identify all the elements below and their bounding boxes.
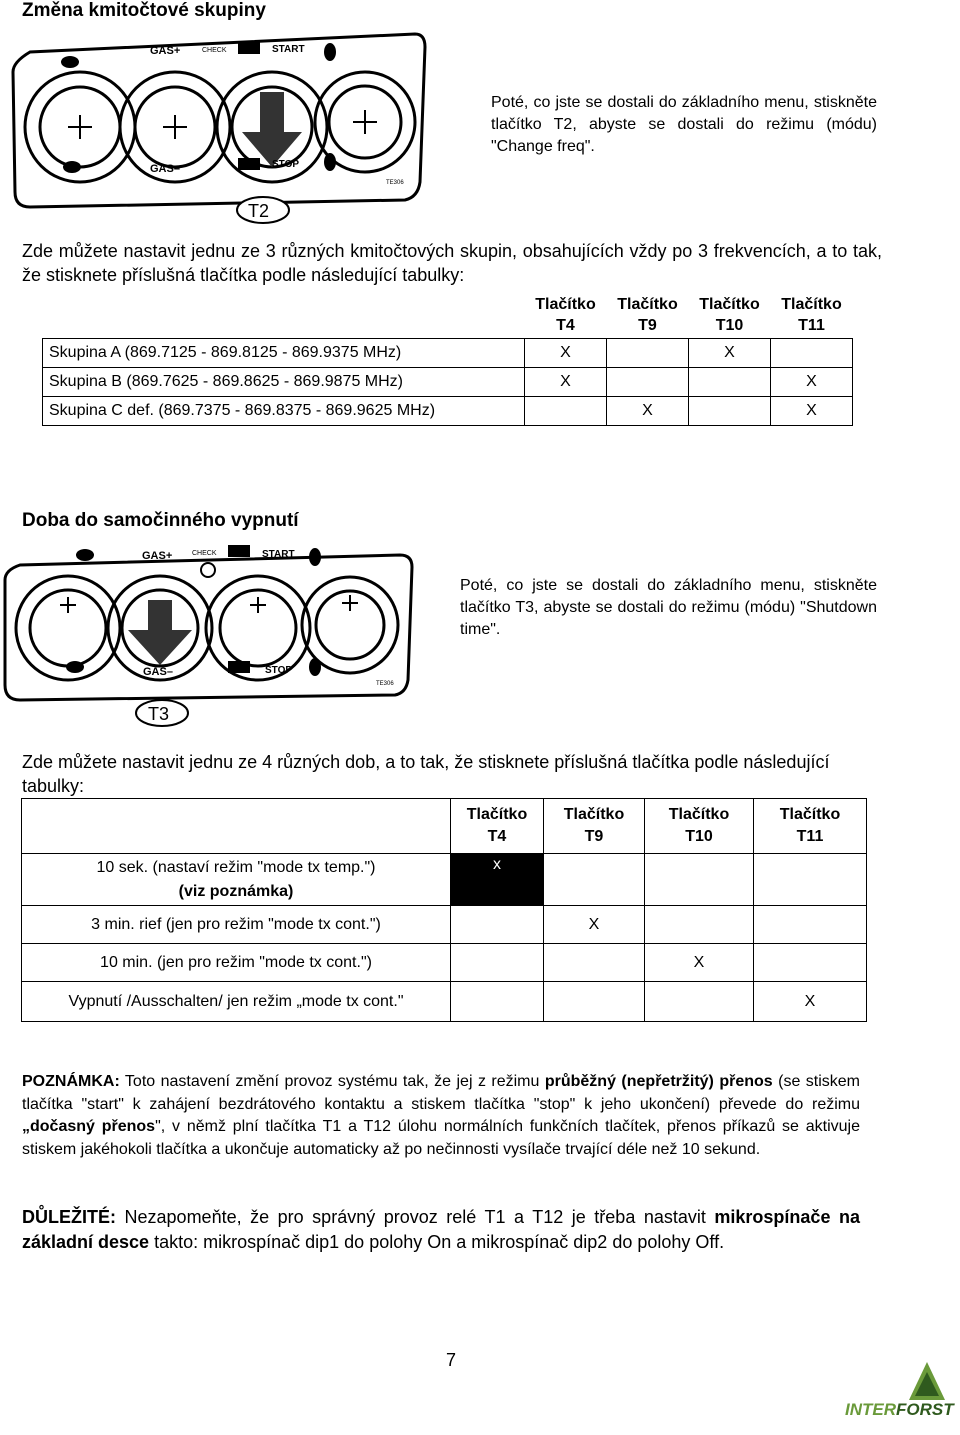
shutdown-table [21,798,867,1022]
header-t4: Tlačítko T4 [535,296,596,334]
note-text: ", v němž plní tlačítka T1 a T12 úlohu normálních funkčních tlačítek, přenos příkazů se aktivuje stiskem jakéhokoli tlačítka a ukončuje automaticky až po nečinnosti vysílače trvající déle než 10 sekund. [22,1118,861,1158]
mark-cell: X [771,397,853,426]
logo-inter: INTER [845,1400,896,1419]
row-label-note: (viz poznámka) [178,882,294,900]
t2-button-label: T2 [248,201,270,221]
side-text-t3: Poté, co jste se dostali do základního menu, stiskněte tlačítko T3, abyste se dostali do režimu (módu) "Shutdown time". [460,577,877,638]
note-text: Toto nastavení změní provoz systému tak, že jej z režimu [119,1073,545,1090]
page-number: 7 [446,1350,457,1370]
mark-cell: X [525,339,607,368]
remote-panel-figure-t3 [0,535,420,735]
header-t11: Tlačítko T11 [754,799,867,854]
row-label: Vypnutí /Ausschalten/ jen režim „mode tx cont." [22,982,451,1022]
t3-button-label: T3 [148,704,170,724]
mark-cell: X [544,906,645,944]
note-bold: průběžný (nepřetržitý) přenos [544,1073,773,1090]
mark-cell: X [607,397,689,426]
check-label: CHECK [202,47,227,54]
important-paragraph [22,1205,860,1254]
table-row [43,368,853,397]
section-title-shutdown: Doba do samočinného vypnutí [22,510,299,531]
table-row [22,854,867,906]
stop-label-2: STOP [265,665,293,676]
table-row [22,982,867,1022]
mark-cell [525,397,607,426]
mark-cell [607,368,689,397]
small-label: TE306 [386,180,404,186]
important-text: Nezapomeňte, že pro správný provoz relé T1 a T12 je třeba nastavit [116,1207,715,1227]
mark-cell: X [525,368,607,397]
row-label: 3 min. rief (jen pro režim "mode tx cont.") [22,906,451,944]
start-label-2: START [262,549,295,560]
mark-cell [689,368,771,397]
important-text: takto: mikrospínač dip1 do polohy On a mikrospínač dip2 do polohy Off. [149,1231,725,1252]
important-label: DŮLEŽITÉ: [22,1207,116,1227]
intro-frequency: Zde můžete nastavit jednu ze 3 různých kmitočtových skupin, obsahujících vždy po 3 frekvencích, a to tak, že stisknete příslušná tlačítka podle následující tabulky: [22,241,882,285]
mark-cell [771,339,853,368]
mark-cell [689,397,771,426]
table-row [22,944,867,982]
gas-plus-label-2: GAS+ [142,550,173,562]
table-row [43,397,853,426]
important-bold: mikrospínače na základní desce [22,1207,860,1252]
note-label: POZNÁMKA: [22,1073,120,1090]
mark-cell: X [754,982,867,1022]
note-paragraph [22,1071,860,1161]
header-t4: Tlačítko T4 [451,799,544,854]
intro-shutdown: Zde můžete nastavit jednu ze 4 různých dob, a to tak, že stisknete příslušná tlačítka podle následující tabulky: [22,752,830,796]
mark-cell: x [493,856,501,873]
row-label: Skupina B (869.7625 - 869.8625 - 869.9875 MHz) [43,368,525,397]
small-label-2: TE306 [376,681,394,687]
stop-label: STOP [272,159,300,170]
row-label: 10 min. (jen pro režim "mode tx cont.") [22,944,451,982]
header-t11: Tlačítko T11 [781,296,842,334]
note-text: (se stiskem tlačítka "start" k zahájení bezdrátového kontaktu a stiskem tlačítka "stop" k jeho ukončení) převede do režimu [22,1073,861,1113]
header-t9: Tlačítko T9 [617,296,678,334]
row-label: Skupina C def. (869.7375 - 869.8375 - 869.9625 MHz) [43,397,525,426]
side-text-t2: Poté, co jste se dostali do základního menu, stiskněte tlačítko T2, abyste se dostali do režimu (módu) "Change freq". [491,94,877,155]
header-t10: Tlačítko T10 [645,799,754,854]
interforst-logo [845,1360,960,1430]
gas-minus-label-2: GAS– [143,666,173,678]
note-bold: „dočasný přenos [22,1118,156,1135]
table-row [43,339,853,368]
check-label-2: CHECK [192,550,217,557]
frequency-table [42,292,853,426]
logo-forst: FORST [896,1400,954,1419]
mark-cell: X [771,368,853,397]
row-label: Skupina A (869.7125 - 869.8125 - 869.9375 MHz) [43,339,525,368]
mark-cell: X [645,944,754,982]
gas-minus-label: GAS– [150,163,180,175]
header-t9: Tlačítko T9 [544,799,645,854]
table-row [22,906,867,944]
header-t10: Tlačítko T10 [699,296,760,334]
mark-cell [607,339,689,368]
row-label: 10 sek. (nastaví režim "mode tx temp.") [96,858,376,876]
gas-plus-label: GAS+ [150,45,181,57]
mark-cell: X [689,339,771,368]
start-label: START [272,44,305,55]
section-title-frequency: Změna kmitočtové skupiny [22,0,266,21]
remote-panel-figure-t2 [10,22,430,227]
